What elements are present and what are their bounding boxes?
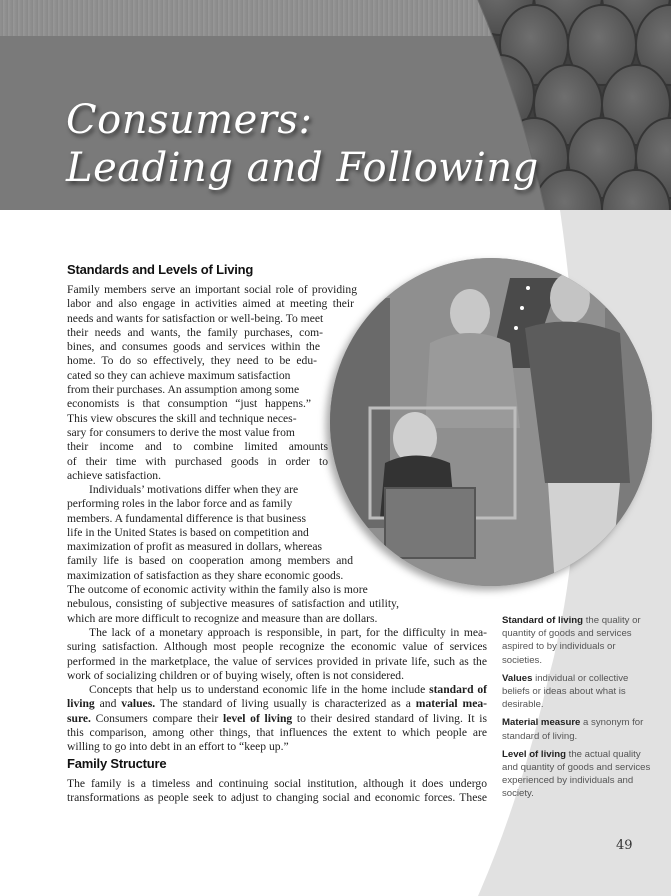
page-number: 49 (616, 838, 633, 853)
chapter-title (66, 96, 539, 192)
text-line: performing roles in the labor force and as family (67, 497, 293, 511)
key-term-values: values. (121, 697, 156, 711)
text-line: from their purchases. An assumption among some (67, 383, 300, 397)
text-run: Consumers compare their (90, 711, 223, 725)
paragraph-standards-3 (67, 626, 487, 683)
glossary-definition: the quality or quantity of goods and services aspired to by individuals or societies. (502, 615, 641, 666)
key-term-living: living (67, 697, 95, 711)
paragraph-standards-4 (67, 683, 487, 754)
text-line: which are more difficult to recognize and measure than are dollars. (67, 611, 378, 625)
text-line: maximization of profit as measured in dollars, whereas (67, 540, 322, 554)
text-line: The outcome of economic activity within the family also is more (67, 583, 368, 597)
text-line: economists is that consumption “just happens.” (67, 397, 311, 411)
text-run: and (94, 697, 122, 711)
key-term-material-measure: material mea- (415, 697, 487, 711)
text-line: performed in the marketplace, the value of services provided in private life, such as the (67, 654, 487, 668)
text-line: this comparison, among other things, that influences the extent to which people are (67, 725, 487, 739)
glossary-entry-level-of-living (502, 748, 652, 801)
text-line: needs and wants for satisfaction or well-being. To meet (67, 311, 324, 325)
chapter-title-line1: Consumers: (66, 97, 313, 143)
section-heading-family-structure: Family Structure (67, 756, 167, 771)
text-line: bines, and consumes goods and services within the (67, 340, 320, 354)
key-term-standard-of-living: standard of (429, 683, 487, 696)
text-line (67, 697, 487, 711)
text-line: life in the United States is based on competition and (67, 525, 309, 539)
text-line: members. A fundamental difference is that business (67, 511, 307, 525)
text-line: This view obscures the skill and technique neces- (67, 411, 297, 425)
text-line: willing to go into debt in an effort to “keep up.” (67, 740, 289, 754)
text-line: sary for consumers to derive the most value from (67, 425, 295, 439)
paragraph-standards-2 (67, 483, 397, 626)
glossary-term: Values (502, 672, 533, 684)
text-run: Concepts that help us to understand economic life in the home include (89, 683, 430, 696)
glossary-entry-material-measure (502, 716, 652, 742)
text-line: of their time with purchased goods in order to (67, 454, 328, 468)
glossary-entry-standard-of-living (502, 614, 652, 667)
glossary-entry-values (502, 672, 652, 712)
text-line: their needs and wants, the family purchases, com- (67, 325, 323, 339)
text-line (67, 683, 487, 697)
chapter-banner (0, 0, 671, 210)
text-line: Individuals’ motivations differ when they are (89, 483, 299, 496)
glossary-term: Standard of living (502, 615, 584, 626)
key-term-sure: sure. (67, 711, 91, 725)
key-term-level-of-living: level of living (222, 711, 293, 725)
text-line: maximization of satisfaction as they share economic goods. (67, 568, 344, 582)
text-line: home. To do so effectively, they need to be edu- (67, 354, 317, 368)
glossary-definition: a synonym for standard of living. (502, 717, 644, 742)
text-line: The lack of a monetary approach is responsible, in part, for the difficulty in mea- (89, 626, 487, 639)
text-line: nebulous, consisting of subjective measures of satisfaction and utility, (67, 597, 399, 611)
text-line: family life is based on cooperation among members and (67, 554, 353, 568)
glossary-definition: individual or collective beliefs or ideas about what is desirable. (502, 672, 629, 711)
text-line: achieve satisfaction. (67, 468, 161, 482)
paragraph-standards-1 (67, 283, 357, 483)
text-run: to their desired standard of living. It is (292, 711, 487, 725)
text-line: transformations as people seek to adjust to changing social and economic forces. These (67, 791, 487, 805)
text-line: labor and also engage in activities aimed at meeting their (67, 297, 354, 311)
text-line: cated so they can achieve maximum satisfaction (67, 368, 291, 382)
glossary-sidebar (502, 614, 652, 806)
text-line: suring satisfaction. Although most people recognize the economic value of services (67, 640, 487, 654)
text-line: Family members serve an important social role of providing (67, 283, 357, 296)
glossary-definition: the actual quality and quantity of goods and services experienced by individuals and society. (502, 748, 651, 800)
chapter-title-line2: Leading and Following (66, 145, 539, 191)
text-line (67, 712, 487, 726)
paragraph-family-1 (67, 777, 487, 806)
section-heading-standards: Standards and Levels of Living (67, 262, 254, 277)
glossary-term: Material measure (502, 717, 581, 729)
text-run: The standard of living usually is characterized as a (155, 697, 416, 711)
glossary-term: Level of living (502, 748, 566, 760)
text-line: work of socializing children or of buying wisely, often is not considered. (67, 668, 404, 682)
text-line: The family is a timeless and continuing social institution, although it does undergo (67, 777, 487, 790)
text-line: their income and to combine limited amounts (67, 440, 328, 454)
